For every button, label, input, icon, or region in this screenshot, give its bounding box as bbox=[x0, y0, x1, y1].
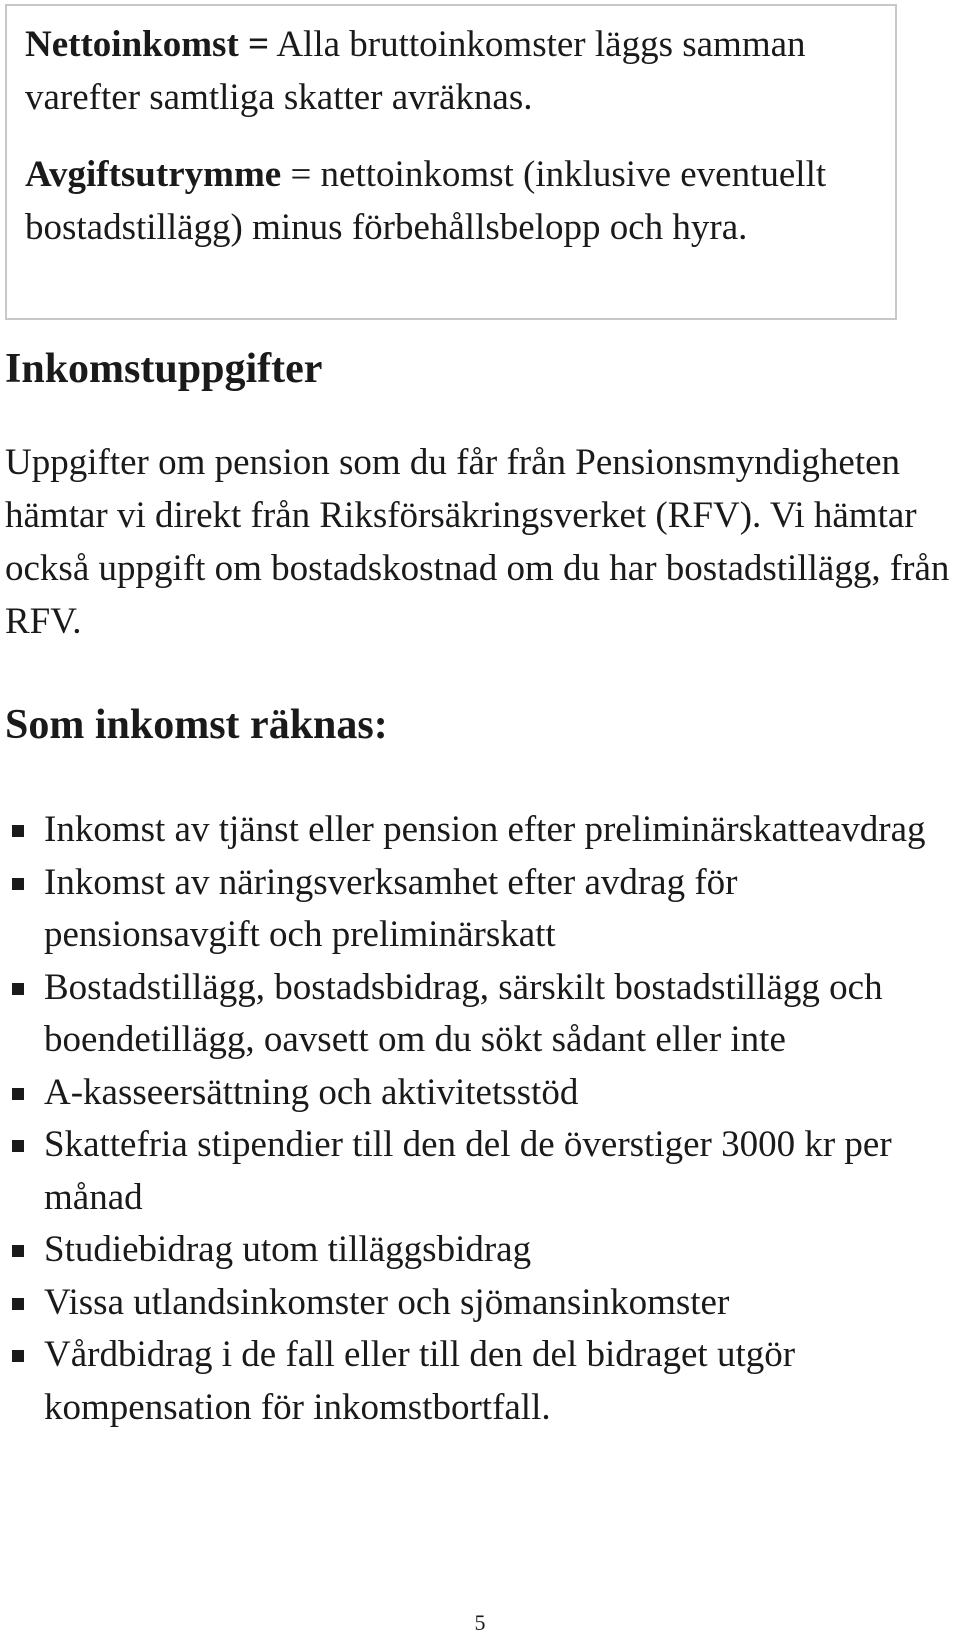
list-item bbox=[0, 857, 950, 962]
square-bullet-icon bbox=[12, 825, 24, 837]
list-item bbox=[0, 1224, 950, 1277]
counted-income-list bbox=[0, 804, 950, 1434]
definition-avgiftsutrymme bbox=[25, 148, 895, 254]
square-bullet-icon bbox=[12, 878, 24, 890]
list-item bbox=[0, 1329, 950, 1434]
income-info-paragraph: Uppgifter om pension som du får från Pensionsmyndigheten hämtar vi direkt från Riksförsäkringsverket (RFV). Vi hämtar också uppgift om bostadskostnad om du har bostadstillägg, från RFV. bbox=[5, 442, 950, 642]
list-item-text: Inkomst av näringsverksamhet efter avdrag för pensionsavgift och preliminärskatt bbox=[44, 861, 738, 955]
list-item-text: Inkomst av tjänst eller pension efter preliminärskatteavdrag bbox=[44, 809, 926, 850]
list-item bbox=[0, 1067, 950, 1120]
definition-term: Nettoinkomst = bbox=[25, 24, 270, 65]
list-item bbox=[0, 962, 950, 1067]
definition-nettoinkomst bbox=[25, 18, 895, 124]
definition-term: Avgiftsutrymme bbox=[25, 154, 282, 195]
square-bullet-icon bbox=[12, 1088, 24, 1100]
square-bullet-icon bbox=[12, 1140, 24, 1152]
list-item-text: Skattefria stipendier till den del de överstiger 3000 kr per månad bbox=[44, 1124, 892, 1218]
square-bullet-icon bbox=[12, 1298, 24, 1310]
list-item-text: Vårdbidrag i de fall eller till den del bidraget utgör kompensation för inkomstbortfall. bbox=[44, 1334, 796, 1428]
list-item bbox=[0, 1119, 950, 1224]
definitions-box bbox=[5, 4, 897, 320]
list-item-text: A-kasseersättning och aktivitetsstöd bbox=[44, 1071, 579, 1113]
list-item-text: Vissa utlandsinkomster och sjömansinkomster bbox=[44, 1281, 730, 1323]
counted-income-heading: Som inkomst räknas: bbox=[5, 702, 388, 748]
definition-text: = nettoinkomst (inklusive eventuellt bostadstillägg) minus förbehållsbelopp och hyra. bbox=[25, 154, 827, 248]
square-bullet-icon bbox=[12, 1245, 24, 1257]
definition-text: Alla bruttoinkomster läggs samman varefter samtliga skatter avräknas. bbox=[25, 24, 806, 118]
square-bullet-icon bbox=[12, 1350, 24, 1362]
list-item bbox=[0, 1277, 950, 1330]
list-item-text: Studiebidrag utom tilläggsbidrag bbox=[44, 1229, 532, 1270]
page-number: 5 bbox=[474, 1610, 486, 1635]
list-item bbox=[0, 804, 950, 857]
square-bullet-icon bbox=[12, 983, 24, 995]
list-item-text: Bostadstillägg, bostadsbidrag, särskilt bostadstillägg och boendetillägg, oavsett om du sökt sådant eller inte bbox=[44, 966, 883, 1060]
income-info-heading: Inkomstuppgifter bbox=[5, 346, 323, 392]
